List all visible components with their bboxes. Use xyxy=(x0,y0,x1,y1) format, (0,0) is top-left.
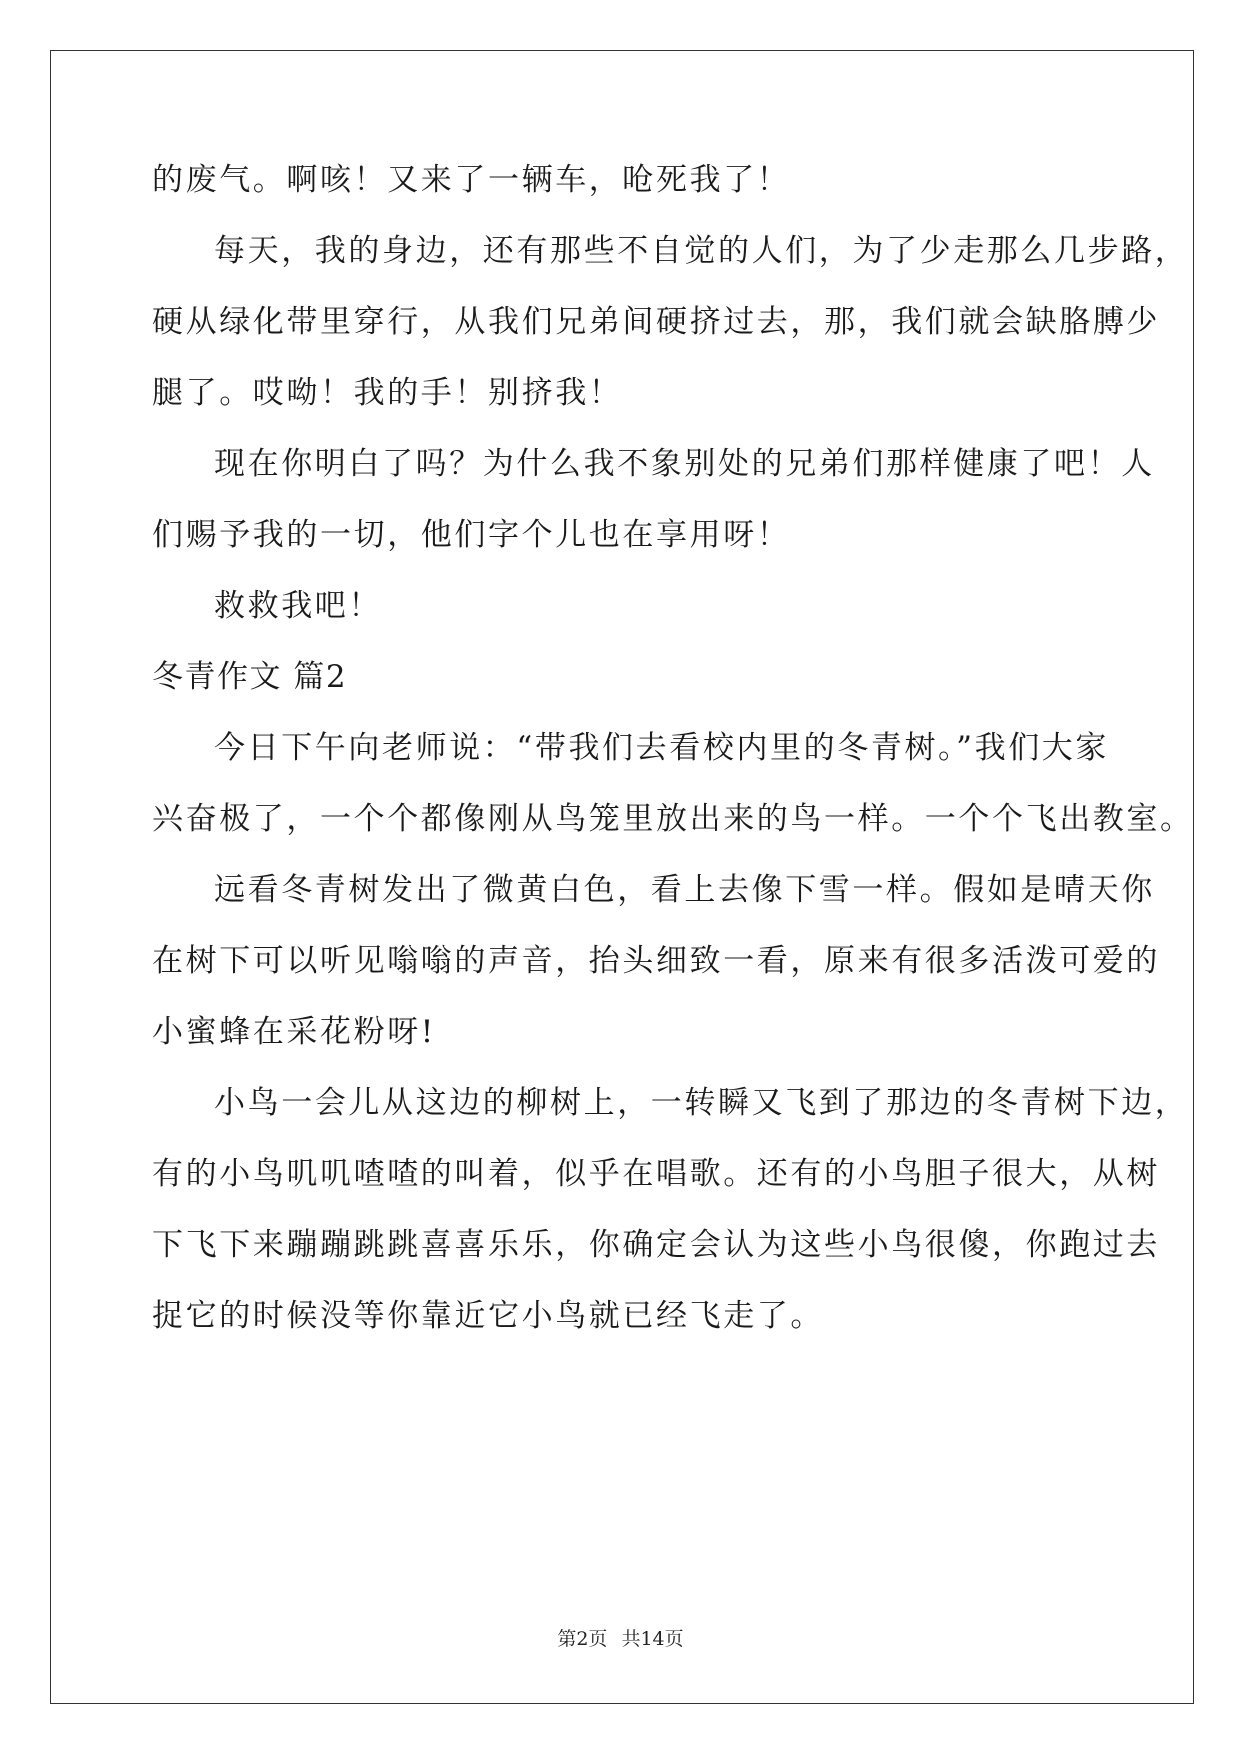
text-line: 腿了。哎呦！我的手！别挤我！ xyxy=(152,375,623,411)
section-heading: 冬青作文 篇2 xyxy=(152,659,348,695)
paragraph-first-line: 今日下午向老师说：“带我们去看校内里的冬青树。”我们大家 xyxy=(214,730,1109,766)
paragraph-first-line: 小鸟一会儿从这边的柳树上，一转瞬又飞到了那边的冬青树下边， xyxy=(214,1085,1189,1121)
total-pages: 共14页 xyxy=(621,1628,684,1650)
text-line: 兴奋极了，一个个都像刚从鸟笼里放出来的鸟一样。一个个飞出教室。 xyxy=(152,801,1194,837)
paragraph-first-line: 现在你明白了吗？为什么我不象别处的兄弟们那样健康了吧！人 xyxy=(214,446,1155,482)
text-line: 硬从绿化带里穿行，从我们兄弟间硬挤过去，那，我们就会缺胳膊少 xyxy=(152,304,1160,340)
text-line: 有的小鸟叽叽喳喳的叫着，似乎在唱歌。还有的小鸟胆子很大，从树 xyxy=(152,1156,1160,1192)
text-line: 小蜜蜂在采花粉呀! xyxy=(152,1014,436,1050)
text-line: 下飞下来蹦蹦跳跳喜喜乐乐，你确定会认为这些小鸟很傻，你跑过去 xyxy=(152,1227,1160,1263)
text-line: 们赐予我的一切，他们字个儿也在享用呀！ xyxy=(152,517,791,553)
page-footer xyxy=(0,1627,1241,1651)
text-line: 的废气。啊咳！又来了一辆车，呛死我了！ xyxy=(152,162,791,198)
current-page-number: 第2页 xyxy=(557,1628,608,1650)
paragraph-first-line: 远看冬青树发出了微黄白色，看上去像下雪一样。假如是晴天你 xyxy=(214,872,1155,908)
text-line: 在树下可以听见嗡嗡的声音，抬头细致一看，原来有很多活泼可爱的 xyxy=(152,943,1160,979)
text-line: 捉它的时候没等你靠近它小鸟就已经飞走了。 xyxy=(152,1298,824,1334)
paragraph-first-line: 每天，我的身边，还有那些不自觉的人们，为了少走那么几步路， xyxy=(214,233,1189,269)
paragraph-first-line: 救救我吧！ xyxy=(214,588,382,624)
